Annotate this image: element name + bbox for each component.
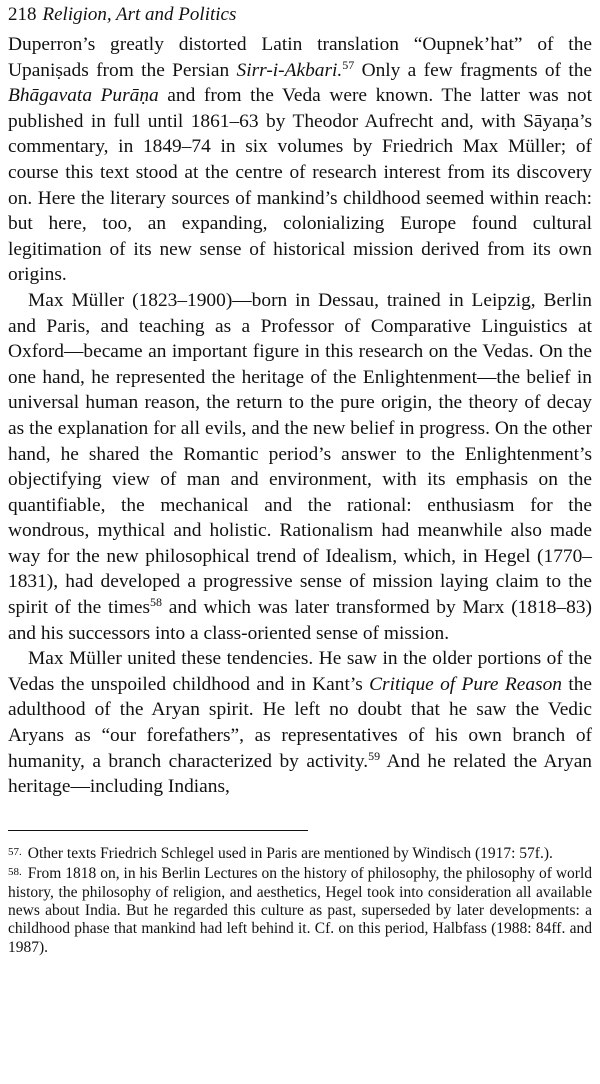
text-run: Max Müller united these tendencies. He saw in the older portions of the Vedas the unspoiled childhood and in Kant’s (8, 648, 592, 695)
paragraph (8, 646, 592, 800)
italic-text: Critique of Pure Reason (369, 673, 562, 695)
italic-text: Bhāgavata Purāṇa (8, 85, 159, 107)
footnote (8, 863, 592, 957)
running-head (8, 2, 592, 28)
page-number: 218 (8, 4, 37, 25)
text-run: Duperron’s greatly distorted Latin translation “Oupnek’hat” of the Upaniṣads from the Persian (8, 34, 592, 81)
footnote-reference: 59 (368, 748, 381, 763)
text-run: and which was later transformed by Marx (1818–83) and his successors into a class-oriented sense of mission. (8, 597, 592, 644)
text-run: the adulthood of the Aryan spirit. He left no doubt that he saw the Vedic Aryans as “our forefathers”, as representatives of his own branch of humanity, a branch characterized by activity. (8, 673, 593, 772)
footnote-divider (8, 830, 308, 831)
footnote-text: Other texts Friedrich Schlegel used in Paris are mentioned by Windisch (1917: 57f.). (27, 844, 553, 862)
italic-text: . (337, 59, 343, 81)
footnote-number: 58. (8, 866, 22, 879)
footnote-reference: 57 (342, 57, 355, 72)
footnote-reference: 58 (150, 595, 163, 610)
book-title: Religion, Art and Politics (42, 4, 237, 25)
text-run: Only a few fragments of the (354, 59, 593, 81)
footnote-number: 57. (8, 845, 22, 858)
body-text (8, 32, 592, 800)
italic-text: Sirr-i-Akbari (236, 59, 338, 81)
text-run: And he related the Aryan heritage—including Indians, (8, 750, 593, 798)
footnote (8, 843, 592, 863)
paragraph (8, 288, 592, 646)
footnotes (8, 843, 592, 957)
book-page (8, 2, 592, 957)
paragraph (8, 32, 592, 288)
footnote-text: From 1818 on, in his Berlin Lectures on the history of philosophy, the philosophy of world history, the philosophy of religion, and aesthetics, Hegel took into consideration all available news about India. But he regarded this culture as past, superseded by later developments: a childhood phase that mankind had left behind it. Cf. on this period, Halbfass (1988: 84ff. and 1987). (8, 865, 592, 956)
text-run: Max Müller (1823–1900)—born in Dessau, trained in Leipzig, Berlin and Paris, and teaching as a Professor of Comparative Linguistics at Oxford—became an important figure in this research on the Vedas. On the one hand, he represented the heritage of the Enlightenment—the belief in universal human reason, the return to the pure origin, the theory of decay as the explanation for all evils, and the new belief in progress. On the other hand, he shared the Romantic period’s answer to the Enlightenment’s objectifying view of man and environment, with its emphasis on the quantifiable, the mechanical and the rational: enthusiasm for the wondrous, mythical and holistic. Rationalism had meanwhile also made way for the new philosophical trend of Idealism, which, in Hegel (1770–1831), had developed a progressive sense of mission laying claim to the spirit of the times (8, 289, 592, 619)
text-run: and from the Veda were known. The latter was not published in full until 1861–63 by Theodor Aufrecht and, with Sāyaṇa’s commentary, in 1849–74 in six volumes by Friedrich Max Müller; of course this text stood at the centre of research interest from its discovery on. Here the literary sources of mankind’s childhood seemed within reach: but here, too, an expanding, colonializing Europe found cultural legitimation of its new sense of historical mission derived from its own origins. (8, 85, 593, 286)
